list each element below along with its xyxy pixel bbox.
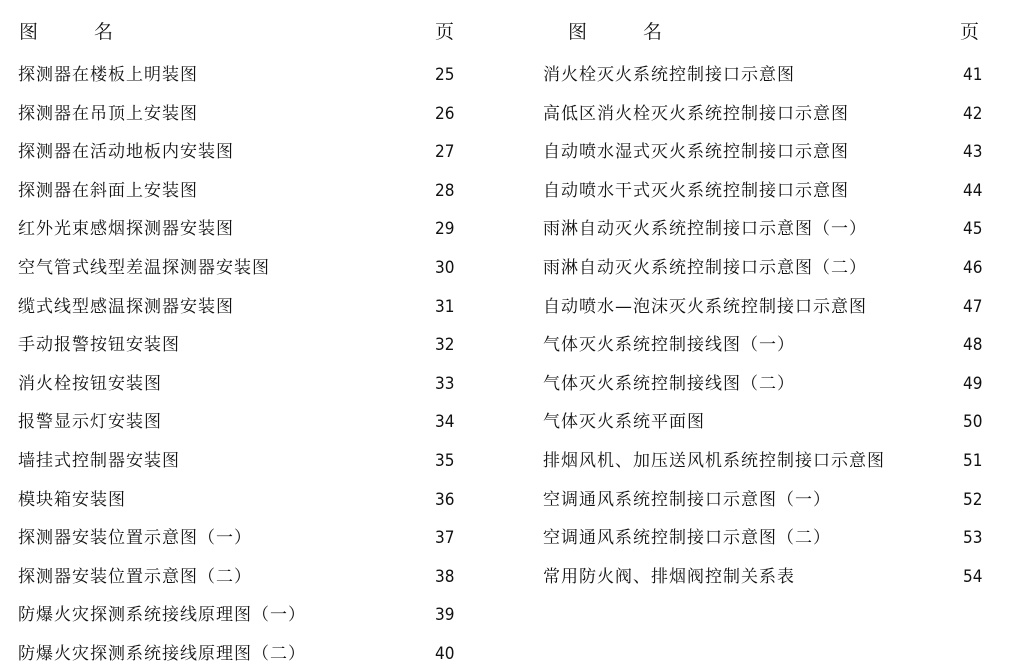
toc-entry-title: 高低区消火栓灭火系统控制接口示意图: [543, 103, 849, 124]
toc-entry[interactable]: [0, 99, 480, 129]
toc-entry-page: 42: [963, 103, 983, 124]
toc-entry-page: 40: [435, 644, 455, 664]
toc-entry-title: 自动喷水—泡沫灭火系统控制接口示意图: [543, 296, 867, 317]
toc-entry[interactable]: [0, 330, 480, 360]
toc-entry-title: 探测器在活动地板内安装图: [18, 142, 234, 163]
toc-entry-page: 29: [435, 219, 455, 240]
toc-entry-title: 探测器在楼板上明装图: [18, 65, 198, 85]
toc-entry[interactable]: [530, 176, 1012, 206]
toc-entry[interactable]: [530, 369, 1012, 399]
toc-entry-page: 32: [435, 335, 455, 356]
toc-entry[interactable]: [0, 600, 480, 630]
toc-entry-page: 47: [963, 296, 983, 317]
toc-entry-page: 54: [963, 566, 983, 587]
toc-entry-page: 43: [963, 142, 983, 163]
toc-entry-page: 45: [963, 219, 983, 240]
toc-header-left: [0, 18, 480, 46]
toc-entry[interactable]: [530, 562, 1012, 592]
toc-entry-page: 28: [435, 180, 455, 201]
toc-entry-page: 27: [435, 142, 455, 163]
toc-entry[interactable]: [0, 562, 480, 592]
toc-entry[interactable]: [0, 253, 480, 283]
toc-entry-title: 墙挂式控制器安装图: [18, 451, 180, 471]
toc-entry[interactable]: [0, 137, 480, 167]
toc-header-right: [530, 18, 1012, 46]
toc-entry-page: 48: [963, 335, 983, 356]
toc-entry-title: 探测器在吊顶上安装图: [18, 103, 198, 124]
toc-entry-title: 雨淋自动灭火系统控制接口示意图（一）: [543, 219, 867, 240]
toc-entry-page: 39: [435, 605, 455, 626]
toc-entry[interactable]: [530, 60, 1012, 90]
toc-entry[interactable]: [530, 407, 1012, 437]
toc-entry[interactable]: [530, 330, 1012, 360]
toc-entry-title: 自动喷水干式灭火系统控制接口示意图: [543, 180, 849, 201]
toc-entry-page: 49: [963, 373, 983, 394]
toc-entry-page: 46: [963, 258, 983, 278]
toc-entry-title: 气体灭火系统平面图: [543, 412, 705, 433]
toc-entry[interactable]: [0, 60, 480, 90]
header-page-label-right: 页: [960, 21, 980, 43]
toc-entry-title: 手动报警按钮安装图: [18, 335, 180, 356]
toc-entry[interactable]: [530, 137, 1012, 167]
toc-entry[interactable]: [530, 523, 1012, 553]
header-page-label-left: 页: [435, 21, 455, 43]
header-title-left: [19, 18, 113, 46]
toc-entry[interactable]: [0, 523, 480, 553]
toc-entry-page: 30: [435, 258, 455, 278]
toc-entry-title: 缆式线型感温探测器安装图: [18, 296, 234, 317]
toc-entry-title: 气体灭火系统控制接线图（一）: [543, 335, 795, 356]
toc-entry-title: 探测器在斜面上安装图: [18, 180, 198, 201]
toc-entry-title: 空调通风系统控制接口示意图（二）: [543, 528, 831, 549]
toc-entry[interactable]: [530, 446, 1012, 476]
toc-entry-page: 31: [435, 296, 455, 317]
toc-entry[interactable]: [0, 446, 480, 476]
header-title-char1: 图: [19, 21, 39, 43]
toc-entry-page: 35: [435, 451, 455, 471]
toc-entry-page: 25: [435, 65, 455, 85]
toc-entry-title: 模块箱安装图: [18, 489, 126, 510]
toc-entry-page: 37: [435, 528, 455, 549]
toc-entry-title: 探测器安装位置示意图（二）: [18, 566, 252, 587]
toc-entry-title: 消火栓灭火系统控制接口示意图: [543, 65, 795, 85]
toc-entry-title: 红外光束感烟探测器安装图: [18, 219, 234, 240]
toc-entry-title: 探测器安装位置示意图（一）: [18, 528, 252, 549]
toc-entry[interactable]: [0, 214, 480, 244]
toc-entry-page: 26: [435, 103, 455, 124]
toc-entry-title: 雨淋自动灭火系统控制接口示意图（二）: [543, 258, 867, 278]
toc-entry-title: 消火栓按钮安装图: [18, 373, 162, 394]
toc-entry-page: 36: [435, 489, 455, 510]
toc-entry-page: 53: [963, 528, 983, 549]
toc-entry-title: 常用防火阀、排烟阀控制关系表: [543, 566, 795, 587]
toc-entry-page: 34: [435, 412, 455, 433]
toc-entry-title: 空气管式线型差温探测器安装图: [18, 258, 270, 278]
header-title-char2: 名: [94, 21, 114, 43]
toc-entry-title: 排烟风机、加压送风机系统控制接口示意图: [543, 451, 885, 471]
toc-entry[interactable]: [0, 369, 480, 399]
toc-entry-page: 38: [435, 566, 455, 587]
toc-entry-page: 50: [963, 412, 983, 433]
toc-entry-title: 气体灭火系统控制接线图（二）: [543, 373, 795, 394]
toc-entry-title: 报警显示灯安装图: [18, 412, 162, 433]
toc-entry[interactable]: [0, 407, 480, 437]
toc-entry-page: 51: [963, 451, 983, 471]
toc-entry-title: 空调通风系统控制接口示意图（一）: [543, 489, 831, 510]
toc-entry-page: 41: [963, 65, 983, 85]
toc-entry[interactable]: [0, 176, 480, 206]
toc-entry[interactable]: [530, 99, 1012, 129]
toc-entry[interactable]: [0, 292, 480, 322]
toc-entry[interactable]: [530, 485, 1012, 515]
toc-entry-page: 52: [963, 489, 983, 510]
toc-entry-title: 防爆火灾探测系统接线原理图（一）: [18, 605, 306, 626]
toc-entry-page: 33: [435, 373, 455, 394]
toc-entry[interactable]: [530, 253, 1012, 283]
header-title-char1: 图: [568, 21, 588, 43]
header-title-right: [568, 18, 662, 46]
header-title-char2: 名: [643, 21, 663, 43]
toc-entry-title: 自动喷水湿式灭火系统控制接口示意图: [543, 142, 849, 163]
toc-entry[interactable]: [530, 214, 1012, 244]
toc-entry-page: 44: [963, 180, 983, 201]
toc-entry[interactable]: [0, 639, 480, 669]
toc-entry-title: 防爆火灾探测系统接线原理图（二）: [18, 644, 306, 664]
toc-entry[interactable]: [530, 292, 1012, 322]
toc-entry[interactable]: [0, 485, 480, 515]
